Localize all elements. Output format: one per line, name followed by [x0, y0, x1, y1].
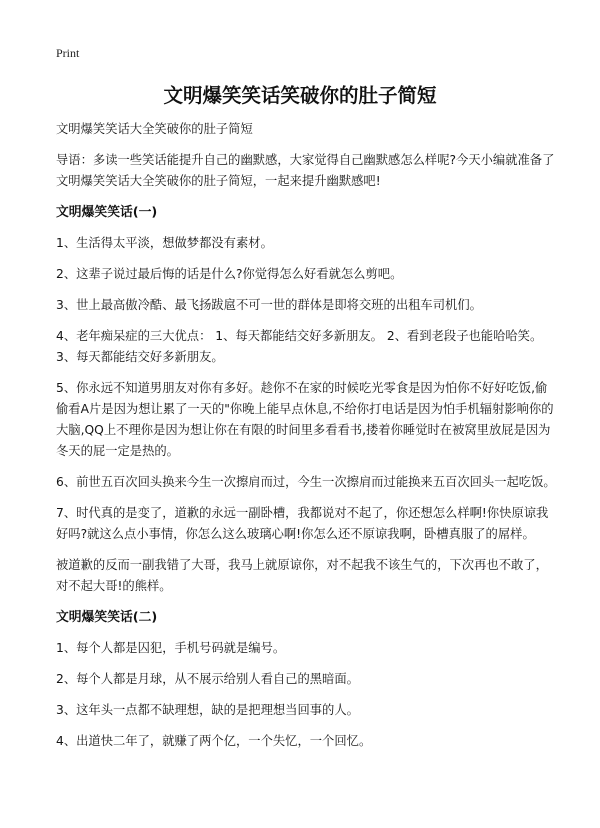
print-label: Print	[56, 46, 80, 60]
intro-paragraph: 导语：多读一些笑话能提升自己的幽默感，大家觉得自己幽默感怎么样呢?今天小编就准备了文明爆笑笑话大全笑破你的肚子简短，一起来提升幽默感吧!	[56, 153, 555, 188]
joke-item: 2、每个人都是月球，从不展示给别人看自己的黑暗面。	[56, 672, 359, 686]
joke-item: 1、每个人都是囚犯，手机号码就是编号。	[56, 641, 286, 655]
document-body	[56, 119, 556, 762]
document-title: 文明爆笑笑话笑破你的肚子简短	[163, 84, 437, 107]
joke-item: 5、你永远不知道男朋友对你有多好。趁你不在家的时候吃光零食是因为怕你不好好吃饭,偷偷看A片是因为想让累了一天的"你晚上能早点休息,不给你打电话是因为怕手机辐射影响你的大脑,QQ上不理你是因为想让你在有限的时间里多看看书,搂着你睡觉时在被窝里放屁是因为冬天的屁一定是热的。	[56, 381, 554, 458]
joke-item: 7、时代真的是变了，道歉的永远一副卧槽，我都说对不起了，你还想怎么样啊!你快原谅我好吗?就这么点小事情，你怎么这么玻璃心啊!你怎么还不原谅我啊，卧槽真服了的屌样。	[56, 506, 549, 541]
section-heading-2: 文明爆笑笑话(二)	[56, 610, 158, 625]
joke-item: 4、老年痴呆症的三大优点： 1、每天都能结交好多新朋友。 2、看到老段子也能哈哈笑。3、每天都能结交好多新朋友。	[56, 329, 543, 364]
joke-item: 2、这辈子说过最后悔的话是什么?你觉得怎么好看就怎么剪吧。	[56, 267, 403, 281]
joke-item: 3、这年头一点都不缺理想，缺的是把理想当回事的人。	[56, 703, 359, 717]
joke-item: 被道歉的反而一副我错了大哥，我马上就原谅你，对不起我不该生气的，下次再也不敢了，对不起大哥!的熊样。	[56, 558, 548, 593]
joke-item: 6、前世五百次回头换来今生一次擦肩而过，今生一次擦肩而过能换来五百次回头一起吃饭。	[56, 475, 556, 489]
joke-item: 3、世上最高傲冷酷、最飞扬跋扈不可一世的群体是即将交班的出租车司机们。	[56, 298, 482, 312]
joke-item: 4、出道快二年了，就赚了两个亿，一个失忆，一个回忆。	[56, 734, 372, 748]
joke-item: 1、生活得太平淡，想做梦都没有素材。	[56, 236, 273, 250]
section-heading-1: 文明爆笑笑话(一)	[56, 205, 158, 220]
document-subtitle: 文明爆笑笑话大全笑破你的肚子简短	[56, 122, 253, 136]
